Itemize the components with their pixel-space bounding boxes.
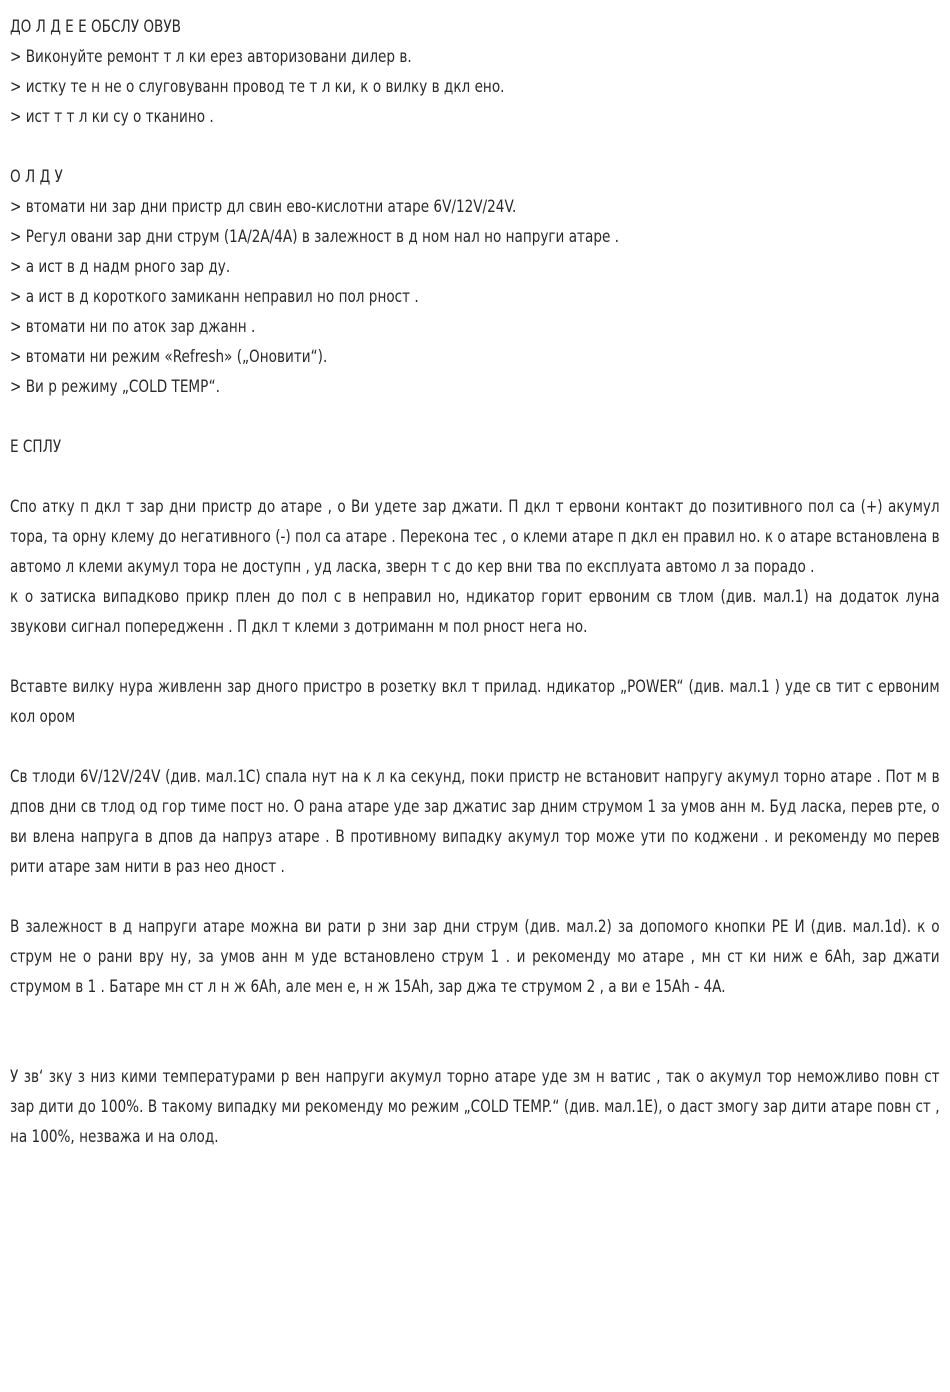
paragraph-block <box>10 912 945 1002</box>
paragraph: к о затиска випадково прикр плен до пол с в неправил но, ндикатор горит ервоним св тлом (див. мал.1) на додаток луна звукови сигнал попередженн . П дкл т клеми з дотриманн м пол рност нега но. <box>10 587 940 637</box>
paragraph: Вставте вилку нура живленн зар дного пристро в розетку вкл т прилад. ндикатор „POWER“ (див. мал.1 ) уде св тит с ервоним кол ором <box>10 677 940 727</box>
feature-item: > а ист в д надм рного зар ду. <box>10 257 231 277</box>
spacer <box>10 1002 945 1062</box>
paragraph-block <box>10 582 945 642</box>
paragraph: В залежност в д напруги атаре можна ви рати р зни зар дни струм (див. мал.2) за допомого кнопки РЕ И (див. мал.1d). к о струм не о рани вру ну, за умов анн м уде встановлено струм 1 . и рекоменду мо атаре , мн ст ки ниж е 6Ah, зар джати струмом в 1 . Батаре мн ст л н ж 6Ah, але мен е, н ж 15Ah, зар джа те струмом 2 , а ви е 15Ah - 4A. <box>10 917 940 997</box>
paragraph: Спо атку п дкл т зар дни пристр до атаре , о Ви удете зар джати. П дкл т ервони контакт до позитивного пол са (+) акумул тора, та орну клему до негативного (-) пол са атаре . Перекона тес , о клеми атаре п дкл ен правил но. к о атаре встановлена в автомо л клеми акумул тора не доступн , уд ласка, зверн т с до кер вни тва по експлуата автомо л за порадо . <box>10 497 940 577</box>
spacer <box>10 882 945 912</box>
feature-item: > Регул овани зар дни струм (1A/2A/4A) в залежност в д ном нал но напруги атаре . <box>10 227 619 247</box>
features-heading: О Л Д У <box>10 167 63 187</box>
maintenance-item: > ист т т л ки су о тканино . <box>10 107 214 127</box>
paragraph-block <box>10 1062 945 1152</box>
paragraph-block <box>10 492 945 582</box>
spacer <box>10 642 945 672</box>
maintenance-heading: ДО Л Д Е Е ОБСЛУ ОВУВ <box>10 17 182 37</box>
feature-item: > а ист в д короткого замиканн неправил но пол рност . <box>10 287 419 307</box>
operation-heading: Е СПЛУ <box>10 437 62 457</box>
maintenance-item: > истку те н не о слуговуванн провод те т л ки, к о вилку в дкл ено. <box>10 77 505 97</box>
maintenance-item: > Виконуйте ремонт т л ки ерез авторизовани дилер в. <box>10 47 412 67</box>
feature-item: > втомати ни по аток зар джанн . <box>10 317 256 337</box>
paragraph: У зв‘ зку з низ кими температурами р вен напруги акумул торно атаре уде зм н ватис , так о акумул тор неможливо повн ст зар дити до 100%. В такому випадку ми рекоменду мо режим „COLD TEMP.“ (див. мал.1E), о даст змогу зар дити атаре повн ст , на 100%, незважа и на олод. <box>10 1067 940 1147</box>
spacer <box>10 732 945 762</box>
paragraph-block <box>10 762 945 882</box>
spacer <box>10 132 945 162</box>
spacer <box>10 402 945 432</box>
paragraph-block <box>10 672 945 732</box>
paragraph: Св тлоди 6V/12V/24V (див. мал.1C) спала нут на к л ка секунд, поки пристр не встановит напругу акумул торно атаре . Пот м в дпов дни св тлод од гор тиме пост но. О рана атаре уде зар джатис зар дним струмом 1 за умов анн м. Буд ласка, перев рте, о ви влена напруга в дпов да напруз атаре . В противному випадку акумул тор може ути по коджени . и рекоменду мо перев рити атаре зам нити в раз нео дност . <box>10 767 940 877</box>
feature-item: > Ви р режиму „COLD TEMP“. <box>10 377 220 397</box>
document-page <box>10 12 945 1152</box>
feature-item: > втомати ни режим «Refresh» („Оновити“). <box>10 347 328 367</box>
feature-item: > втомати ни зар дни пристр дл свин ево-кислотни атаре 6V/12V/24V. <box>10 197 517 217</box>
spacer <box>10 462 945 492</box>
